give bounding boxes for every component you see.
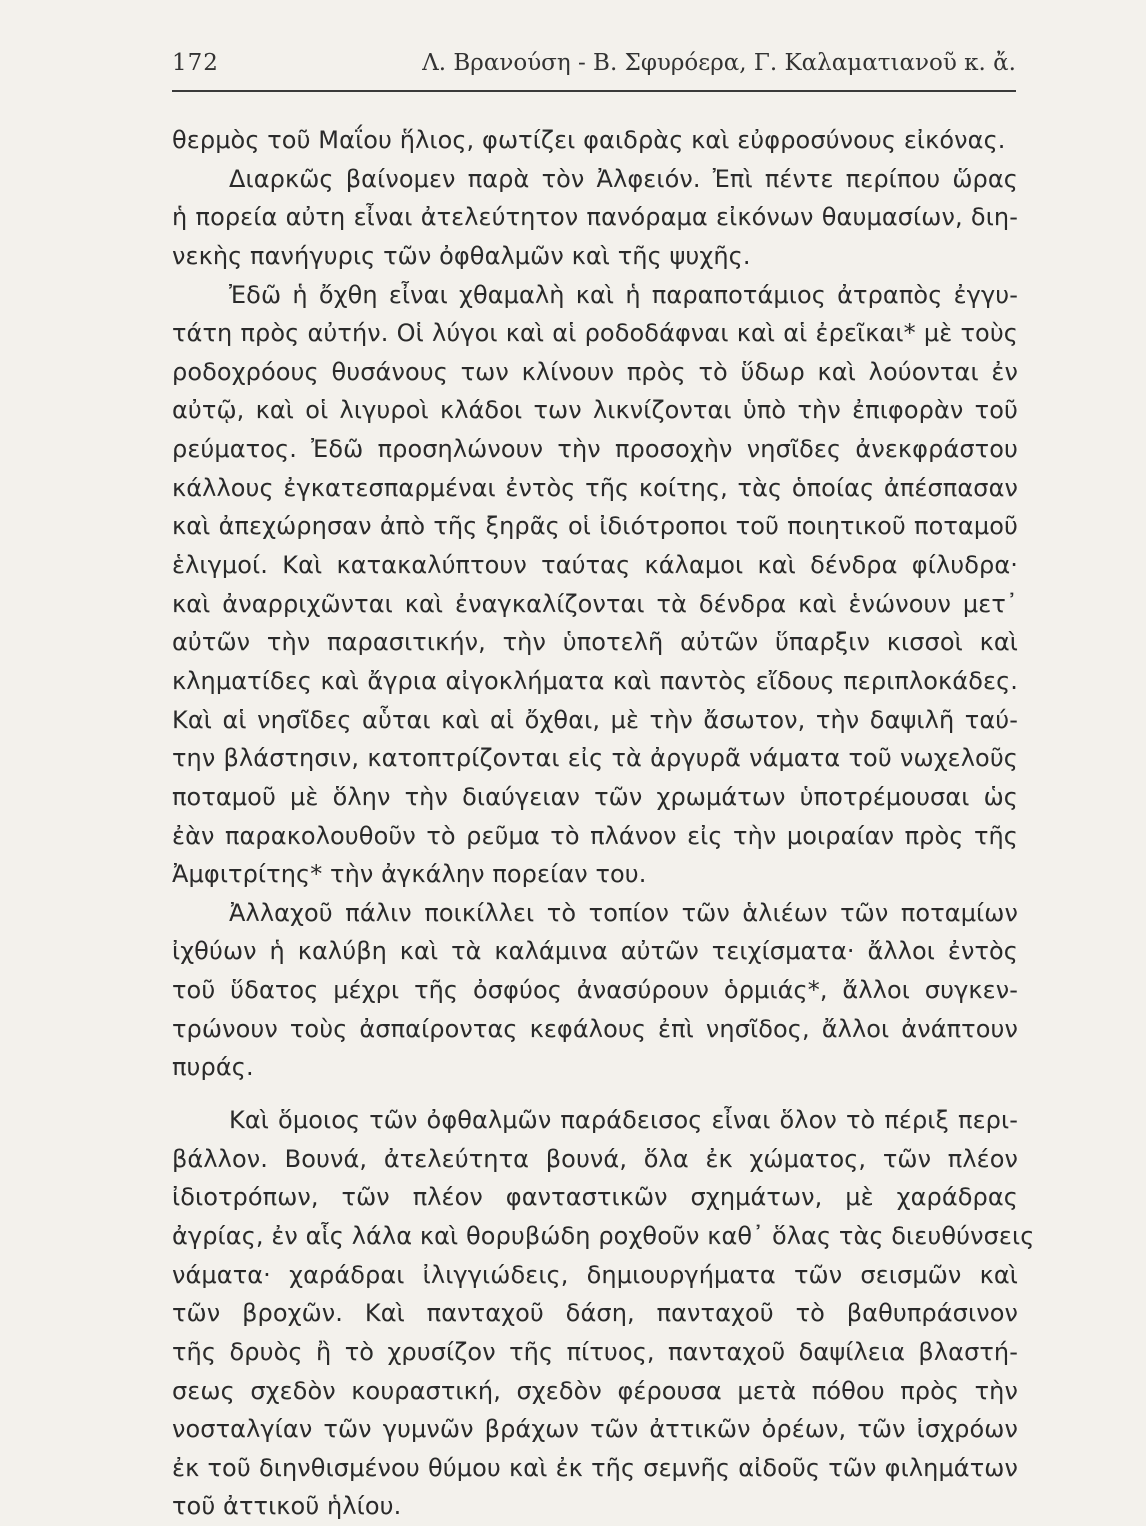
text-line: ἐὰν παρακολουθοῦν τὸ ρεῦμα τὸ πλάνον εἰς τὴν μοιραίαν πρὸς τῆς bbox=[172, 821, 1018, 850]
running-head: Λ. Βρανούση - Β. Σφυρόερα, Γ. Καλαματιανοῦ κ. ἄ. bbox=[422, 50, 1016, 76]
text-line: τάτη πρὸς αὐτήν. Οἱ λύγοι καὶ αἱ ροδοδάφναι καὶ αἱ ἐρεῖκαι* μὲ τοὺς bbox=[172, 319, 1018, 348]
text-line: Καὶ ὅμοιος τῶν ὀφθαλμῶν παράδεισος εἶναι ὅλον τὸ πέριξ περι- bbox=[229, 1106, 1018, 1135]
text-line: κληματίδες καὶ ἄγρια αἰγοκλήματα καὶ παντὸς εἴδους περιπλοκάδες. bbox=[172, 666, 1018, 695]
text-line: νάματα· χαράδραι ἰλιγγιώδεις, δημιουργήματα τῶν σεισμῶν καὶ bbox=[172, 1260, 1018, 1289]
text-line: σεως σχεδὸν κουραστική, σχεδὸν φέρουσα μετὰ πόθου πρὸς τὴν bbox=[172, 1376, 1018, 1405]
text-line: ἰδιοτρόπων, τῶν πλέον φανταστικῶν σχημάτων, μὲ χαράδρας bbox=[172, 1183, 1018, 1212]
text-line: νεκὴς πανήγυρις τῶν ὀφθαλμῶν καὶ τῆς ψυχῆς. bbox=[172, 241, 751, 270]
text-line: Ἀλλαχοῦ πάλιν ποικίλλει τὸ τοπίον τῶν ἁλιέων τῶν ποταμίων bbox=[229, 898, 1018, 927]
page-header bbox=[172, 46, 1016, 92]
text-line: ἐκ τοῦ διηνθισμένου θύμου καὶ ἐκ τῆς σεμνῆς αἰδοῦς τῶν φιλημάτων bbox=[172, 1453, 1018, 1482]
text-line: ροδοχρόους θυσάνους των κλίνουν πρὸς τὸ ὕδωρ καὶ λούονται ἐν bbox=[172, 357, 1018, 386]
text-line: καὶ ἀπεχώρησαν ἀπὸ τῆς ξηρᾶς οἱ ἰδιότροποι τοῦ ποιητικοῦ ποταμοῦ bbox=[172, 512, 1018, 541]
text-line: τῆς δρυὸς ἢ τὸ χρυσίζον τῆς πίτυος, πανταχοῦ δαψίλεια βλαστή- bbox=[172, 1337, 1018, 1366]
text-line: ἀγρίας, ἐν αἷς λάλα καὶ θορυβώδη ροχθοῦν καθ᾽ ὅλας τὰς διευθύνσεις bbox=[172, 1221, 1035, 1250]
body-text bbox=[172, 121, 1035, 1526]
text-line: αὐτῶν τὴν παρασιτικήν, τὴν ὑποτελῆ αὐτῶν ὕπαρξιν κισσοὶ καὶ bbox=[172, 628, 1018, 657]
text-line: τρώνουν τοὺς ἀσπαίροντας κεφάλους ἐπὶ νησῖδος, ἄλλοι ἀνάπτουν bbox=[172, 1014, 1018, 1043]
paragraph-gap bbox=[172, 1087, 1018, 1101]
text-line: αὐτῷ, καὶ οἱ λιγυροὶ κλάδοι των λικνίζονται ὑπὸ τὴν ἐπιφορὰν τοῦ bbox=[172, 396, 1018, 425]
text-line: Ἐδῶ ἡ ὄχθη εἶναι χθαμαλὴ καὶ ἡ παραποτάμιος ἀτραπὸς ἐγγυ- bbox=[229, 280, 1018, 309]
text-line: την βλάστησιν, κατοπτρίζονται εἰς τὰ ἀργυρᾶ νάματα τοῦ νωχελοῦς bbox=[172, 744, 1018, 773]
text-line: τοῦ ὕδατος μέχρι τῆς ὀσφύος ἀνασύρουν ὁρμιάς*, ἄλλοι συγκεν- bbox=[172, 976, 1018, 1005]
text-line: ρεύματος. Ἐδῶ προσηλώνουν τὴν προσοχὴν νησῖδες ἀνεκφράστου bbox=[172, 435, 1018, 464]
text-line: Καὶ αἱ νησῖδες αὗται καὶ αἱ ὄχθαι, μὲ τὴν ἄσωτον, τὴν δαψιλῆ ταύ- bbox=[172, 705, 1018, 734]
text-line: ἰχθύων ἡ καλύβη καὶ τὰ καλάμινα αὐτῶν τειχίσματα· ἄλλοι ἐντὸς bbox=[172, 937, 1018, 966]
text-line: καὶ ἀναρριχῶνται καὶ ἐναγκαλίζονται τὰ δένδρα καὶ ἑνώνουν μετ᾽ bbox=[172, 589, 1018, 618]
text-line: ποταμοῦ μὲ ὅλην τὴν διαύγειαν τῶν χρωμάτων ὑποτρέμουσαι ὡς bbox=[172, 782, 1018, 811]
text-line: Ἀμφιτρίτης* τὴν ἀγκάλην πορείαν του. bbox=[172, 860, 647, 889]
text-line: Διαρκῶς βαίνομεν παρὰ τὸν Ἀλφειόν. Ἐπὶ πέντε περίπου ὥρας bbox=[229, 164, 1018, 193]
text-line: πυράς. bbox=[172, 1053, 254, 1082]
text-line: κάλλους ἐγκατεσπαρμέναι ἐντὸς τῆς κοίτης, τὰς ὁποίας ἀπέσπασαν bbox=[172, 473, 1018, 502]
text-line: ἑλιγμοί. Καὶ κατακαλύπτουν ταύτας κάλαμοι καὶ δένδρα φίλυδρα· bbox=[172, 551, 1018, 580]
text-line: νοσταλγίαν τῶν γυμνῶν βράχων τῶν ἀττικῶν ὀρέων, τῶν ἰσχρόων bbox=[172, 1415, 1018, 1444]
text-line: ἡ πορεία αὐτη εἶναι ἀτελεύτητον πανόραμα εἰκόνων θαυμασίων, διη- bbox=[172, 203, 1018, 232]
text-line: τοῦ ἀττικοῦ ἡλίου. bbox=[172, 1492, 402, 1521]
text-line: βάλλον. Βουνά, ἀτελεύτητα βουνά, ὅλα ἐκ χώματος, τῶν πλέον bbox=[172, 1144, 1018, 1173]
text-line: τῶν βροχῶν. Καὶ πανταχοῦ δάση, πανταχοῦ τὸ βαθυπράσινον bbox=[172, 1299, 1018, 1328]
text-line: θερμὸς τοῦ Μαΐου ἥλιος, φωτίζει φαιδρὰς καὶ εὐφροσύνους εἰκόνας. bbox=[172, 126, 1006, 154]
page-number: 172 bbox=[172, 50, 219, 76]
